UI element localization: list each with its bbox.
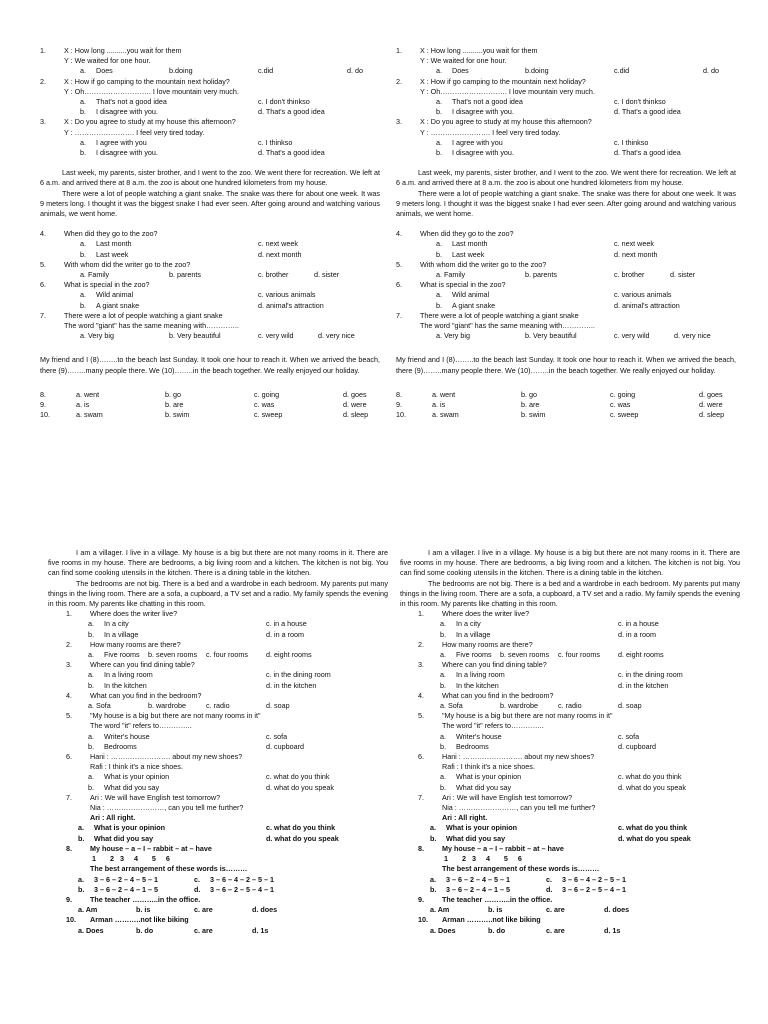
question-6: 6. Hani : ……………………. about my new shoes? [66, 752, 243, 762]
question-3: 3. X : Do you agree to study at my house this afternoon? [396, 117, 592, 127]
question-6: 6. What is special in the zoo? [396, 280, 506, 290]
question-8: 8. a. went b. go c. going d. goes [396, 389, 723, 399]
question-9: 9. The teacher ………..in the office. [66, 894, 201, 904]
question-4: 4. What can you find in the bedroom? [418, 690, 554, 700]
cloze-passage: My friend and I (8)……..to the beach last Sunday. It took one hour to reach it. When we arrived the beach, there (9)……..many people there. We (10)……..in the beach together. We really enjoyed our holiday. [396, 355, 736, 375]
worksheet-bottom-right: I am a villager. I live in a village. My house is a big but there are not many rooms in it. There are five rooms in my house. There are bedrooms, a big living room and a kitchen. The kitchen is not big. You can find some cooking utensils in the kitchen. There is a dining table in the kitchen. The bedrooms are not big. There is a bed and a wardrobe in each bedroom. My parents put many things in the living room. There are a sofa, a cupboard, a TV set and a radio. My family spends the evening in this room. My parents like chatting in this room. 1. Where does the writer live? a. In a city c. in a house b. In a village d. in a room 2. How many rooms are there? a. Five rooms b. seven rooms c. four rooms d. eight rooms 3. Where can you find dining table? a. In a living room c. in the dining room b. In the kitchen d. in the kitchen 4. What can you find in the bedroom? a. Sofa b. wardrobe c. radio d. soap 5. "My house is a big but there are not many rooms in it" The word "it" refers to………….. a. Writer's house c. sofa b. Bedrooms d. cupboard 6. Hani : ……………………. about my new shoes? Rafi : I think it's a nice shoes. a. What is your opinion c. what do you think b. What did you say d. what do you speak 7. Ari : We will have English test tomorrow? Nia : ……………………, can you tell me further? Ari : All right. a. What is your opinion c. what do you think b. What did you say d. what do you speak 8. My house – a – I – rabbit – at – have 1 2 3 4 5 6 The best arrangement of these words is……… a. 3 – 6 – 2 – 4 – 5 – 1 c. 3 – 6 – 4 – 2 – 5 – 1 b. 3 – 6 – 2 – 4 – 1 – 5 d. 3 – 6 – 2 – 5 – 4 – 1 9. The teacher ………..in the office. a. Am b. is c. are d. does 10. Arman ………..not like biking a. Does b. do c. are d. 1s [400, 548, 740, 935]
question-9: 9. a. is b. are c. was d. were [396, 400, 723, 410]
question-10: 10. a. swam b. swim c. sweep d. sleep [40, 410, 369, 420]
worksheet-top-right: 1. X : How long ..........you wait for them Y : We waited for one hour. a. Does b.doing c.did d. do 2. X : How if go camping to the mountain next holiday? Y : Oh………………………. I love mountain very much. a. That's not a good idea c. I don't thinkso b. I disagree with you. d. That's a good idea 3. X : Do you agree to study at my house this afternoon? Y : ……………………. I feel very tired today. a. I agree with you c. I thinkso b. I disagree with you. d. That's a good idea Last week, my parents, sister brother, and I went to the zoo. We went there for recreation. We left at 6 a.m. and arrived there at 8 a.m. the zoo is about one hundred kilometers from my house. There were a lot of people watching a giant snake. The snake was there for about one week. It was 9 meters long. I thought it was the biggest snake I had ever seen. After going around and watching various animals, we went home. 4. When did they go to the zoo? a. Last month c. next week b. Last week d. next month 5. With whom did the writer go to the zoo? a. Family b. parents c. brother d. sister 6. What is special in the zoo? a. Wild animal c. various animals b. A giant snake d. animal's attraction 7. There were a lot of people watching a giant snake The word "giant" has the same meaning with………….. a. Very big b. Very beautiful c. very wild d. very nice My friend and I (8)……..to the beach last Sunday. It took one hour to reach it. When we arrived the beach, there (9)……..many people there. We (10)……..in the beach together. We really enjoyed our holiday. 8. a. went b. go c. going d. goes 9. a. is b. are c. was d. were 10. a. swam b. swim c. sweep d. sleep [396, 46, 736, 420]
question-7: 7. There were a lot of people watching a giant snake [40, 310, 223, 320]
worksheet-top-left: 1. X : How long ..........you wait for them Y : We waited for one hour. a. Does b.doing c.did d. do 2. X : How if go camping to the mountain next holiday? Y : Oh………………………. I love mountain very much. a. That's not a good idea c. I don't thinkso b. I disagree with you. d. That's a good idea 3. X : Do you agree to study at my house this afternoon? Y : ……………………. I feel very tired today. a. I agree with you c. I thinkso b. I disagree with you. d. That's a good idea Last week, my parents, sister brother, and I went to the zoo. We went there for recreation. We left at 6 a.m. and arrived there at 8 a.m. the zoo is about one hundred kilometers from my house. There were a lot of people watching a giant snake. The snake was there for about one week. It was 9 meters long. I thought it was the biggest snake I had ever seen. After going around and watching various animals, we went home. 4. When did they go to the zoo? a. Last month c. next week b. Last week d. next month 5. With whom did the writer go to the zoo? a. Family b. parents c. brother d. sister 6. What is special in the zoo? a. Wild animal c. various animals b. A giant snake d. animal's attraction 7. There were a lot of people watching a giant snake The word "giant" has the same meaning with………….. a. Very big b. Very beautiful c. very wild d. very nice My friend and I (8)……..to the beach last Sunday. It took one hour to reach it. When we arrived the beach, there (9)……..many people there. We (10)……..in the beach together. We really enjoyed our holiday. 8. a. went b. go c. going d. goes 9. a. is b. are c. was d. were 10. a. swam b. swim c. sweep d. sleep [40, 46, 380, 420]
question-3: 3. Where can you find dining table? [66, 660, 195, 670]
reading-passage: Last week, my parents, sister brother, and I went to the zoo. We went there for recreation. We left at 6 a.m. and arrived there at 8 a.m. the zoo is about one hundred kilometers from my house. [40, 168, 380, 188]
question-1: 1. Where does the writer live? [418, 609, 530, 619]
question-2: 2. How many rooms are there? [418, 639, 533, 649]
question-4: 4. When did they go to the zoo? [40, 229, 158, 239]
cloze-passage: My friend and I (8)……..to the beach last Sunday. It took one hour to reach it. When we arrived the beach, there (9)……..many people there. We (10)……..in the beach together. We really enjoyed our holiday. [40, 355, 380, 375]
question-2: 2. How many rooms are there? [66, 639, 181, 649]
reading-passage: I am a villager. I live in a village. My house is a big but there are not many rooms in it. There are five rooms in my house. There are bedrooms, a big living room and a kitchen. The kitchen is not big. You can find some cooking utensils in the kitchen. There is a dining table in the kitchen. [400, 548, 740, 578]
question-1: 1. X : How long ..........you wait for them [40, 46, 182, 55]
question-7: 7. Ari : We will have English test tomorrow? [66, 792, 221, 802]
question-5: 5. "My house is a big but there are not many rooms in it" [418, 711, 613, 721]
question-4: 4. When did they go to the zoo? [396, 229, 514, 239]
question-2: 2. X : How if go camping to the mountain next holiday? [396, 76, 586, 86]
question-6: 6. Hani : ……………………. about my new shoes? [418, 752, 595, 762]
question-5: 5. With whom did the writer go to the zoo? [396, 259, 547, 269]
reading-passage: I am a villager. I live in a village. My house is a big but there are not many rooms in it. There are five rooms in my house. There are bedrooms, a big living room and a kitchen. The kitchen is not big. You can find some cooking utensils in the kitchen. There is a dining table in the kitchen. [48, 548, 388, 578]
question-1: 1. Where does the writer live? [66, 609, 178, 619]
question-5: 5. With whom did the writer go to the zoo? [40, 259, 191, 269]
question-10: 10. a. swam b. swim c. sweep d. sleep [396, 410, 725, 420]
question-10: 10. Arman ………..not like biking [418, 915, 541, 925]
question-5: 5. "My house is a big but there are not many rooms in it" [66, 711, 261, 721]
question-3: 3. Where can you find dining table? [418, 660, 547, 670]
question-1-options: a. Does b.doing c.did d. do [436, 66, 719, 76]
question-4: 4. What can you find in the bedroom? [66, 690, 202, 700]
question-10: 10. Arman ………..not like biking [66, 915, 189, 925]
question-3: 3. X : Do you agree to study at my house this afternoon? [40, 117, 236, 127]
question-2: 2. X : How if go camping to the mountain next holiday? [40, 76, 230, 86]
question-1-options: a. Does b.doing c.did d. do [80, 66, 363, 76]
question-8: 8. a. went b. go c. going d. goes [40, 389, 367, 399]
question-6: 6. What is special in the zoo? [40, 280, 150, 290]
question-9: 9. a. is b. are c. was d. were [40, 400, 367, 410]
question-7: 7. Ari : We will have English test tomorrow? [418, 792, 573, 802]
worksheet-bottom-left: I am a villager. I live in a village. My house is a big but there are not many rooms in it. There are five rooms in my house. There are bedrooms, a big living room and a kitchen. The kitchen is not big. You can find some cooking utensils in the kitchen. There is a dining table in the kitchen. The bedrooms are not big. There is a bed and a wardrobe in each bedroom. My parents put many things in the living room. There are a sofa, a cupboard, a TV set and a radio. My family spends the evening in this room. My parents like chatting in this room. 1. Where does the writer live? a. In a city c. in a house b. In a village d. in a room 2. How many rooms are there? a. Five rooms b. seven rooms c. four rooms d. eight rooms 3. Where can you find dining table? a. In a living room c. in the dining room b. In the kitchen d. in the kitchen 4. What can you find in the bedroom? a. Sofa b. wardrobe c. radio d. soap 5. "My house is a big but there are not many rooms in it" The word "it" refers to………….. a. Writer's house c. sofa b. Bedrooms d. cupboard 6. Hani : ……………………. about my new shoes? Rafi : I think it's a nice shoes. a. What is your opinion c. what do you think b. What did you say d. what do you speak 7. Ari : We will have English test tomorrow? Nia : ……………………, can you tell me further? Ari : All right. a. What is your opinion c. what do you think b. What did you say d. what do you speak 8. My house – a – I – rabbit – at – have 1 2 3 4 5 6 The best arrangement of these words is……… a. 3 – 6 – 2 – 4 – 5 – 1 c. 3 – 6 – 4 – 2 – 5 – 1 b. 3 – 6 – 2 – 4 – 1 – 5 d. 3 – 6 – 2 – 5 – 4 – 1 9. The teacher ………..in the office. a. Am b. is c. are d. does 10. Arman ………..not like biking a. Does b. do c. are d. 1s [48, 548, 388, 935]
question-1: 1. X : How long ..........you wait for them [396, 46, 538, 55]
question-9: 9. The teacher ………..in the office. [418, 894, 553, 904]
question-8: 8. My house – a – I – rabbit – at – have [66, 843, 212, 853]
reading-passage: Last week, my parents, sister brother, and I went to the zoo. We went there for recreation. We left at 6 a.m. and arrived there at 8 a.m. the zoo is about one hundred kilometers from my house. [396, 168, 736, 188]
question-7: 7. There were a lot of people watching a giant snake [396, 310, 579, 320]
question-8: 8. My house – a – I – rabbit – at – have [418, 843, 564, 853]
